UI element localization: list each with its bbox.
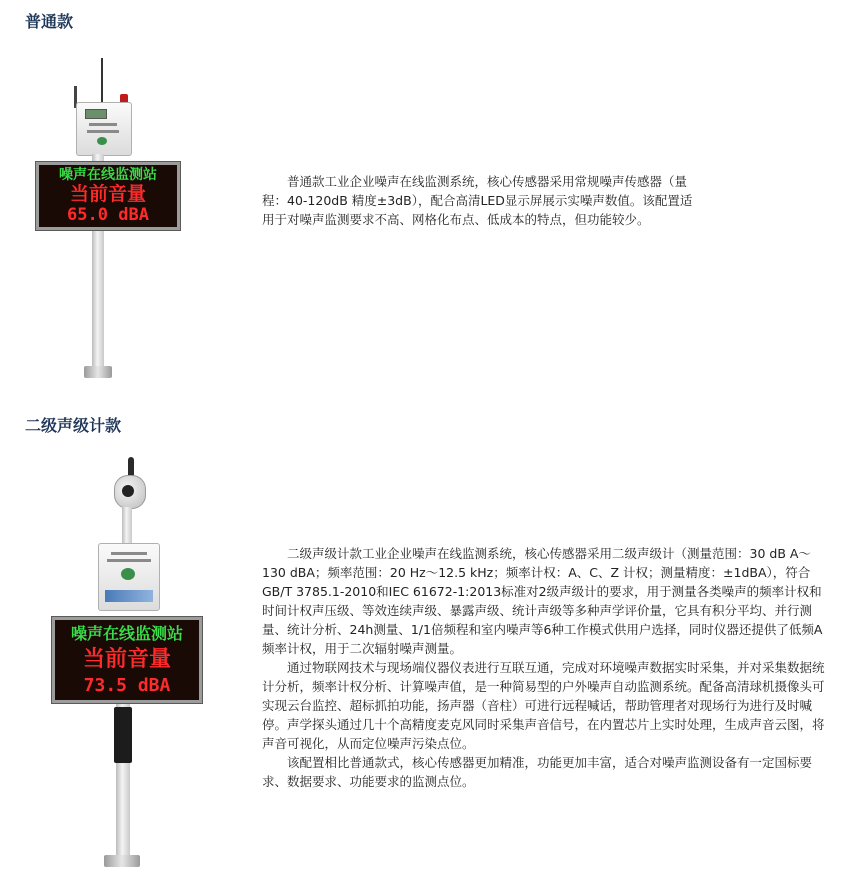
led-display	[52, 617, 202, 703]
standard-monitor-image	[28, 50, 208, 380]
display-line-2: 当前音量	[82, 647, 171, 672]
speaker-column	[114, 707, 132, 763]
section-description-standard	[262, 172, 702, 229]
control-box	[98, 543, 160, 611]
display-line-3: 65.0 dBA	[67, 205, 149, 225]
section-title-class2: 二级声级计款	[25, 416, 122, 435]
display-line-2: 当前音量	[69, 183, 146, 205]
section-description-class2	[262, 544, 830, 791]
display-line-1: 噪声在线监测站	[59, 167, 157, 183]
paragraph: 二级声级计款工业企业噪声在线监测系统，核心传感器采用二级声级计（测量范围：30 dB A～130 dBA；频率范围：20 Hz～12.5 kHz；频率计权：A、C、Z 计权；测量精度：±1dBA），符合GB/T 3785.1-2010和IEC 61672-1:2013标准对2级声级计的要求，用于测量各类噪声的频率计权和时间计权声压级、等效连续声级、暴露声级、统计声级等多种声学评价量，它具有积分平均、并行测量、统计分析、24h测量、1/1倍频程和室内噪声等6种工作模式供用户选择，同时仪器还提供了低频A频率计权，用于二次辐射噪声测量。	[262, 546, 823, 656]
paragraph: 通过物联网技术与现场端仪器仪表进行互联互通，完成对环境噪声数据实时采集，并对采集数据统计分析，频率计权分析、计算噪声值，是一种简易型的户外噪声自动监测系统。配备高清球机摄像头可实现云台监控、超标抓拍功能，扬声器（音柱）可进行远程喊话，帮助管理者对现场行为进行及时喊停。声学探头通过几十个高精度麦克风同时采集声音信号，在内置芯片上实时处理，生成声音云图，将声音可视化，从而定位噪声污染点位。	[262, 660, 825, 751]
display-line-3: 73.5 dBA	[83, 675, 171, 696]
control-box	[76, 102, 132, 156]
class2-monitor-image	[46, 455, 216, 873]
paragraph: 普通款工业企业噪声在线监测系统，核心传感器采用常规噪声传感器（量程：40-120dB 精度±3dB），配合高清LED显示屏展示实噪声数值。该配置适用于对噪声监测要求不高、网格化布点、低成本的特点，但功能较少。	[262, 174, 693, 227]
paragraph: 该配置相比普通款式，核心传感器更加精准，功能更加丰富，适合对噪声监测设备有一定国标要求、数据要求、功能要求的监测点位。	[262, 755, 813, 789]
display-line-1: 噪声在线监测站	[70, 624, 183, 643]
section-title-standard: 普通款	[25, 12, 74, 31]
led-display	[36, 162, 180, 230]
